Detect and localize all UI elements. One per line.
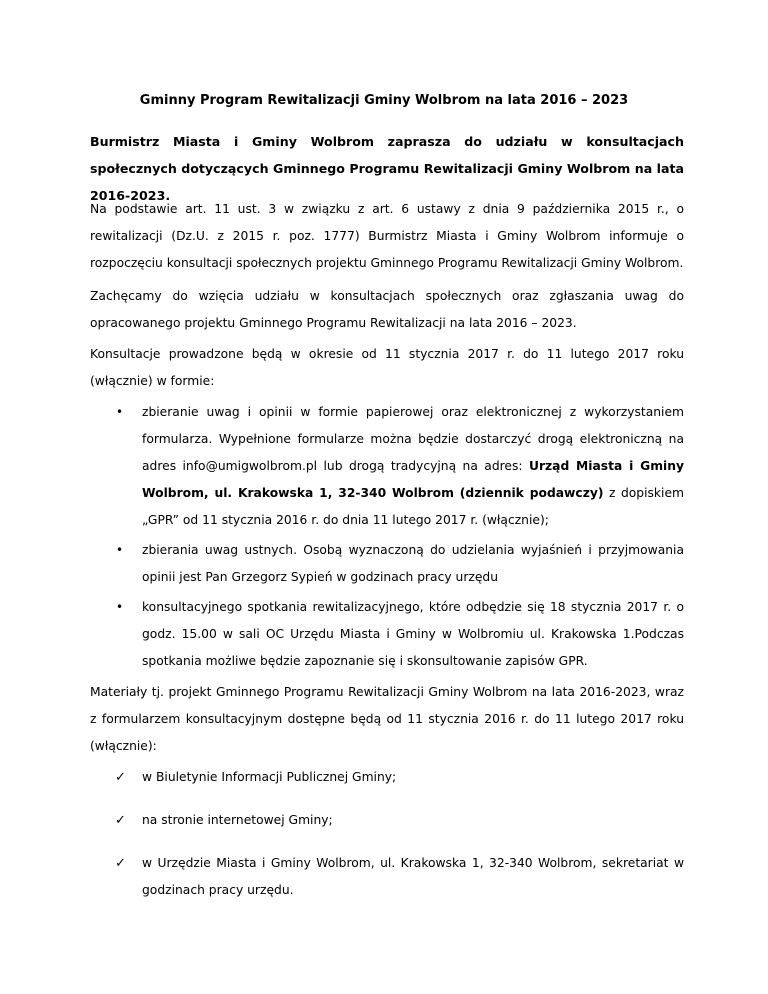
check-icon: ✓	[115, 770, 126, 785]
bullet-icon: •	[116, 600, 124, 614]
check-item-bip: w Biuletynie Informacji Publicznej Gminy;	[142, 770, 397, 784]
check-icon: ✓	[115, 856, 126, 871]
materials-paragraph: Materiały tj. projekt Gminnego Programu Rewitalizacji Gminy Wolbrom na lata 2016-2023, wraz z formularzem konsultacyjnym dostępne będą od 11 stycznia 2016 r. do 11 lutego 2017 roku (włącznie):	[90, 685, 684, 753]
bullet-icon: •	[116, 543, 124, 557]
bullet-icon: •	[116, 405, 124, 419]
intro-paragraph: Burmistrz Miasta i Gminy Wolbrom zaprasza do udziału w konsultacjach społecznych dotyczących Gminnego Programu Rewitalizacji Gminy Wolbrom na lata 2016-2023.	[90, 134, 684, 203]
check-item-office: w Urzędzie Miasta i Gminy Wolbrom, ul. Krakowska 1, 32-340 Wolbrom, sekretariat w godzinach pracy urzędu.	[142, 856, 684, 897]
list-item-oral-feedback: zbierania uwag ustnych. Osobą wyznaczoną do udzielania wyjaśnień i przyjmowania opinii jest Pan Grzegorz Sypień w godzinach pracy urzędu	[142, 543, 684, 584]
encouragement-paragraph: Zachęcamy do wzięcia udziału w konsultacjach społecznych oraz zgłaszania uwag do opracowanego projektu Gminnego Programu Rewitalizacji na lata 2016 – 2023.	[90, 289, 684, 330]
list-item-meeting: konsultacyjnego spotkania rewitalizacyjnego, które odbędzie się 18 stycznia 2017 r. o godz. 15.00 w sali OC Urzędu Miasta i Gminy w Wolbromiu ul. Krakowska 1.Podczas spotkania możliwe będzie zapoznanie się i skonsultowanie zapisów GPR.	[142, 600, 684, 668]
legal-basis-paragraph: Na podstawie art. 11 ust. 3 w związku z art. 6 ustawy z dnia 9 października 2015 r., o rewitalizacji (Dz.U. z 2015 r. poz. 1777) Burmistrz Miasta i Gminy Wolbrom informuje o rozpoczęciu konsultacji społecznych projektu Gminnego Programu Rewitalizacji Gminy Wolbrom.	[90, 202, 684, 270]
check-item-website: na stronie internetowej Gminy;	[142, 813, 333, 827]
check-icon: ✓	[115, 813, 126, 828]
list-item-text: z dopiskiem „GPR” od 11 stycznia 2016 r. do dnia 11 lutego 2017 r. (włącznie);	[142, 486, 685, 527]
list-item-text: zbieranie uwag i opinii w formie papierowej oraz elektronicznej z wykorzystaniem formularza. Wypełnione formularze można będzie dostarczyć drogą elektroniczną na adres info@umigwolbrom.pl lub drogą tradycyjną na adres:	[142, 405, 684, 473]
list-item-written-feedback	[142, 399, 684, 534]
office-address: Urząd Miasta i Gminy Wolbrom, ul. Krakowska 1, 32-340 Wolbrom (dziennik podawczy)	[142, 459, 684, 500]
consultation-period-paragraph: Konsultacje prowadzone będą w okresie od 11 stycznia 2017 r. do 11 lutego 2017 roku (włącznie) w formie:	[90, 347, 684, 388]
document-title: Gminny Program Rewitalizacji Gminy Wolbrom na lata 2016 – 2023	[139, 93, 629, 108]
